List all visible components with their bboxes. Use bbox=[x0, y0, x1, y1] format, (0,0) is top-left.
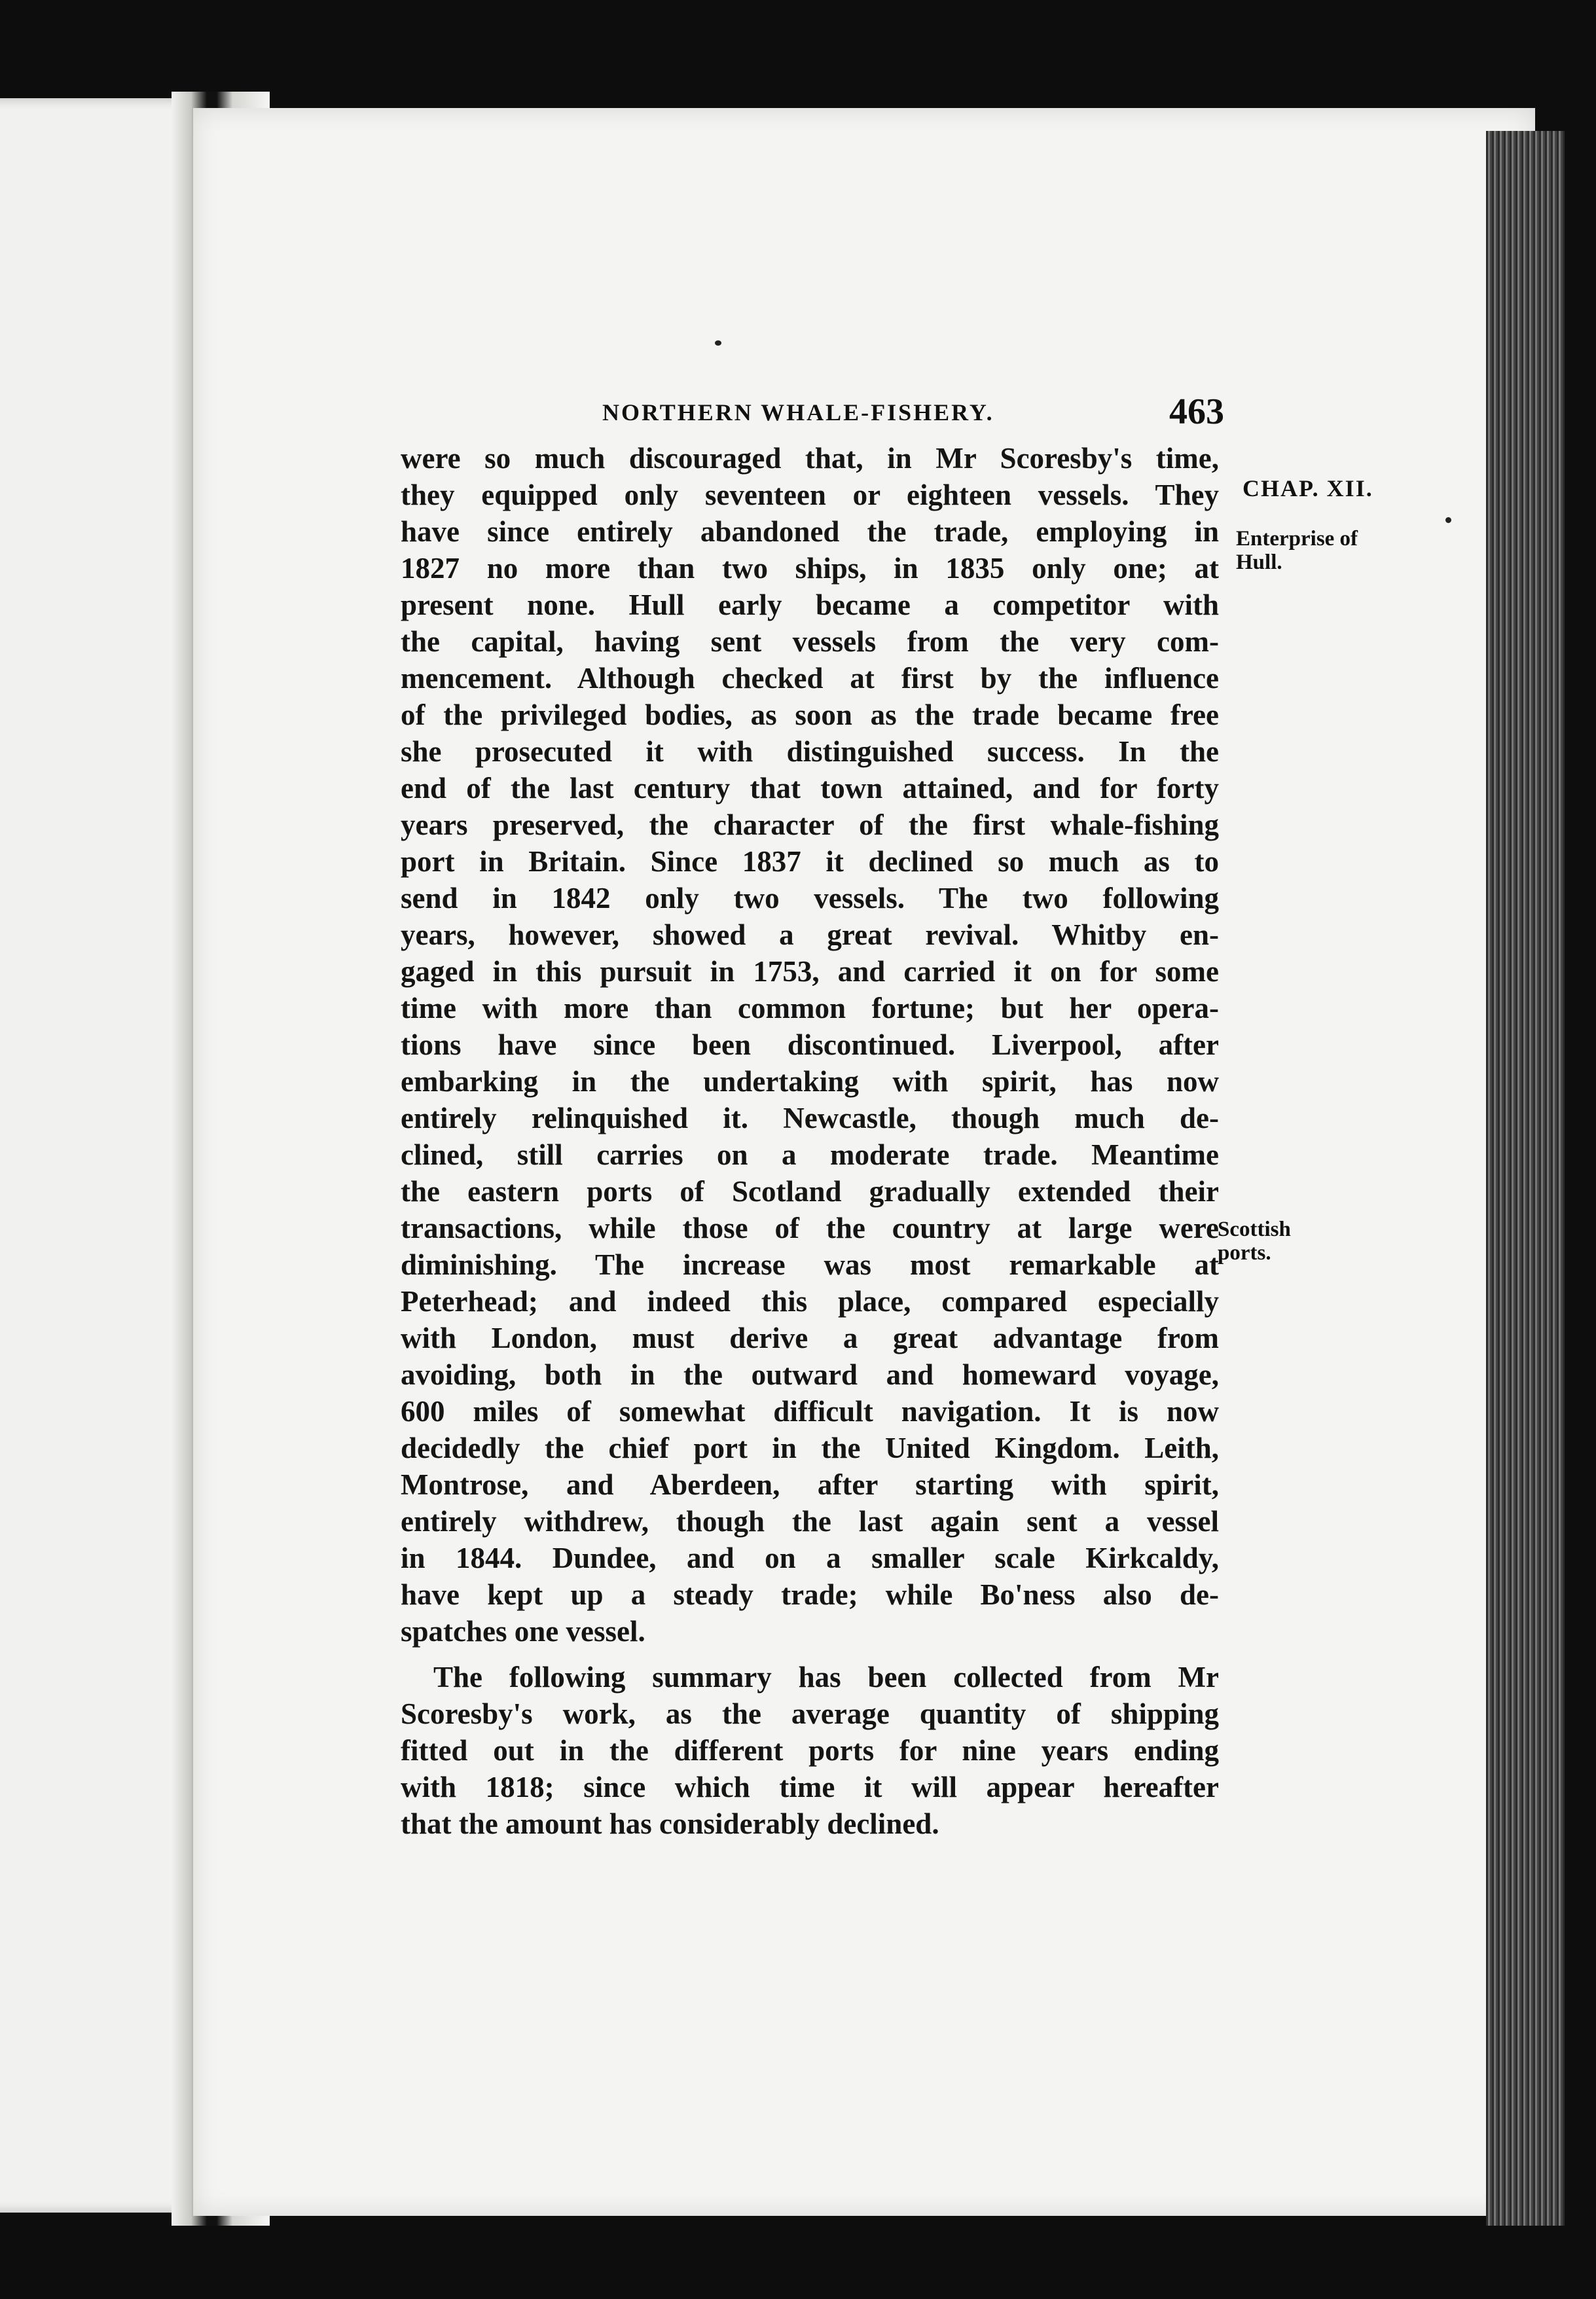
text-line: transactions, while those of the country at large were bbox=[401, 1212, 1219, 1244]
text-line: years preserved, the character of the first whale-fishing bbox=[401, 808, 1219, 841]
ink-speck bbox=[1445, 517, 1451, 523]
text-line: embarking in the undertaking with spirit, has now bbox=[401, 1065, 1219, 1098]
text-line: 600 miles of somewhat difficult navigation. It is now bbox=[401, 1395, 1219, 1428]
paragraph-1 bbox=[401, 440, 1219, 1650]
text-line: gaged in this pursuit in 1753, and carried it on for some bbox=[401, 955, 1219, 988]
text-line: Scoresby's work, as the average quantity of shipping bbox=[401, 1697, 1219, 1730]
text-line: that the amount has considerably declined. bbox=[401, 1807, 939, 1840]
text-line: with 1818; since which time it will appear hereafter bbox=[401, 1771, 1219, 1803]
text-line: diminishing. The increase was most remarkable at bbox=[401, 1248, 1219, 1281]
paragraph-2 bbox=[401, 1659, 1219, 1842]
running-head: NORTHERN WHALE-FISHERY. bbox=[602, 399, 994, 425]
text-line: send in 1842 only two vessels. The two following bbox=[401, 882, 1219, 914]
text-line: tions have since been discontinued. Liverpool, after bbox=[401, 1028, 1219, 1061]
text-line: Montrose, and Aberdeen, after starting with spirit, bbox=[401, 1468, 1219, 1501]
page-number: 463 bbox=[1169, 391, 1224, 432]
text-line: entirely withdrew, though the last again sent a vessel bbox=[401, 1505, 1219, 1538]
text-line: the capital, having sent vessels from the very com- bbox=[401, 625, 1219, 658]
text-line: entirely relinquished it. Newcastle, though much de- bbox=[401, 1102, 1219, 1134]
text-line: 1827 no more than two ships, in 1835 only one; at bbox=[401, 552, 1219, 585]
text-line: Peterhead; and indeed this place, compared especially bbox=[401, 1285, 1219, 1318]
text-line: time with more than common fortune; but her opera- bbox=[401, 992, 1219, 1024]
text-line: clined, still carries on a moderate trade. Meantime bbox=[401, 1138, 1219, 1171]
text-line: fitted out in the different ports for nine years ending bbox=[401, 1734, 1219, 1767]
text-line: The following summary has been collected from Mr bbox=[433, 1661, 1219, 1693]
text-line: have kept up a steady trade; while Bo'ness also de- bbox=[401, 1578, 1219, 1611]
margin-note-hull: Enterprise of Hull. bbox=[1236, 527, 1358, 574]
page-edge-stack bbox=[1486, 131, 1565, 2226]
margin-note-scottish: Scottish ports. bbox=[1218, 1218, 1291, 1265]
text-line: years, however, showed a great revival. Whitby en- bbox=[401, 918, 1219, 951]
text-line: decidedly the chief port in the United Kingdom. Leith, bbox=[401, 1432, 1219, 1464]
text-line: have since entirely abandoned the trade, employing in bbox=[401, 515, 1219, 548]
text-line: of the privileged bodies, as soon as the trade became free bbox=[401, 698, 1219, 731]
text-line: mencement. Although checked at first by the influence bbox=[401, 662, 1219, 695]
text-line: in 1844. Dundee, and on a smaller scale Kirkcaldy, bbox=[401, 1542, 1219, 1574]
text-line: end of the last century that town attained, and for forty bbox=[401, 772, 1219, 805]
text-line: with London, must derive a great advantage from bbox=[401, 1322, 1219, 1354]
text-line: were so much discouraged that, in Mr Scoresby's time, bbox=[401, 442, 1219, 475]
text-line: they equipped only seventeen or eighteen vessels. They bbox=[401, 479, 1219, 511]
text-line: she prosecuted it with distinguished success. In the bbox=[401, 735, 1219, 768]
text-line: present none. Hull early became a competitor with bbox=[401, 588, 1219, 621]
ink-speck bbox=[715, 340, 721, 346]
text-line: the eastern ports of Scotland gradually extended their bbox=[401, 1175, 1219, 1208]
text-line: avoiding, both in the outward and homeward voyage, bbox=[401, 1358, 1219, 1391]
text-line: port in Britain. Since 1837 it declined so much as to bbox=[401, 845, 1219, 878]
page-header bbox=[602, 391, 1224, 441]
margin-note-chapter: CHAP. XII. bbox=[1242, 475, 1373, 501]
text-line: spatches one vessel. bbox=[401, 1615, 645, 1648]
body-text bbox=[401, 440, 1219, 1842]
